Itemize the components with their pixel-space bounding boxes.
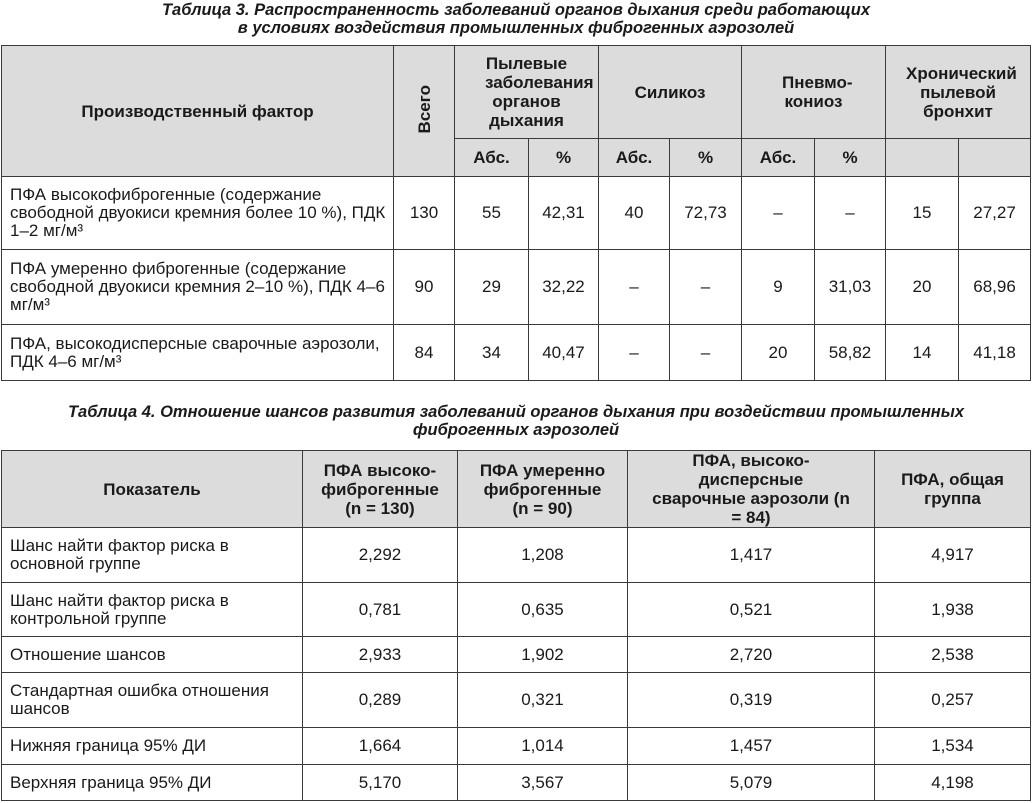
subheader-abs: Абс.: [742, 139, 815, 177]
cell-br-pct: 68,96: [959, 250, 1031, 325]
table3-caption-line1: Таблица 3. Распространенность заболеваний органов дыхания среди работающих: [161, 1, 871, 19]
header-dust-diseases: Пылевые заболевания органов дыхания: [455, 46, 599, 139]
cell-welding: 5,079: [628, 765, 875, 801]
cell-br-pct: 41,18: [959, 325, 1031, 381]
cell-overall: 4,198: [875, 765, 1031, 801]
cell-br-abs: 14: [886, 325, 959, 381]
cell-overall: 2,538: [875, 637, 1031, 673]
table-row: [2, 177, 1031, 250]
cell-welding: 1,417: [628, 528, 875, 583]
subheader-abs: Абс.: [455, 139, 529, 177]
table-row: [2, 637, 1031, 673]
row-indicator: Шанс найти фактор риска в контрольной группе: [2, 583, 303, 637]
row-indicator: Шанс найти фактор риска в основной группе: [2, 528, 303, 583]
cell-overall: 1,938: [875, 583, 1031, 637]
cell-high: 0,289: [303, 673, 458, 728]
cell-pn-pct: 31,03: [815, 250, 886, 325]
table-row: [2, 528, 1031, 583]
cell-pn-pct: 58,82: [815, 325, 886, 381]
cell-welding: 0,521: [628, 583, 875, 637]
cell-moderate: 1,208: [458, 528, 628, 583]
subheader-pct: %: [815, 139, 886, 177]
cell-sil-abs: 40: [599, 177, 670, 250]
cell-pn-abs: 9: [742, 250, 815, 325]
cell-high: 5,170: [303, 765, 458, 801]
table-row: [2, 583, 1031, 637]
header-welding: ПФА, высоко-дисперсные сварочные аэрозоли (n = 84): [628, 451, 875, 528]
cell-moderate: 1,014: [458, 728, 628, 765]
table3-caption-line2: в условиях воздействия промышленных фиброгенных аэрозолей: [237, 19, 795, 37]
table3-caption: [0, 1, 1032, 37]
header-factor: Производственный фактор: [2, 46, 394, 177]
cell-high: 0,781: [303, 583, 458, 637]
cell-total: 90: [394, 250, 455, 325]
subheader-pct: %: [529, 139, 599, 177]
header-total-text: Всего: [414, 84, 434, 134]
cell-pn-pct: –: [815, 177, 886, 250]
row-indicator: Стандартная ошибка отношения шансов: [2, 673, 303, 728]
header-high: ПФА высоко-фиброгенные (n = 130): [303, 451, 458, 528]
cell-dust-abs: 55: [455, 177, 529, 250]
header-moderate: ПФА умеренно фиброгенные (n = 90): [458, 451, 628, 528]
header-pneumoconiosis: Пневмо-кониоз: [742, 46, 886, 139]
cell-overall: 0,257: [875, 673, 1031, 728]
cell-dust-abs: 34: [455, 325, 529, 381]
table-row: [2, 325, 1031, 381]
table-row: [2, 728, 1031, 765]
cell-high: 2,933: [303, 637, 458, 673]
cell-welding: 2,720: [628, 637, 875, 673]
table4-caption-line2: фиброгенных аэрозолей: [412, 421, 620, 439]
cell-pn-abs: 20: [742, 325, 815, 381]
header-indicator: Показатель: [2, 451, 303, 528]
cell-high: 2,292: [303, 528, 458, 583]
row-factor: ПФА высокофиброгенные (содержание свободной двуокиси кремния более 10 %), ПДК 1–2 мг/м³: [2, 177, 394, 250]
table3: [1, 45, 1031, 381]
cell-moderate: 1,902: [458, 637, 628, 673]
header-total: [394, 46, 455, 177]
table-row: [2, 673, 1031, 728]
cell-overall: 1,534: [875, 728, 1031, 765]
cell-sil-abs: –: [599, 325, 670, 381]
table-row: [2, 250, 1031, 325]
row-indicator: Отношение шансов: [2, 637, 303, 673]
row-factor: ПФА умеренно фиброгенные (содержание свободной двуокиси кремния 2–10 %), ПДК 4–6 мг/м³: [2, 250, 394, 325]
subheader-abs: Абс.: [599, 139, 670, 177]
cell-moderate: 0,635: [458, 583, 628, 637]
cell-pn-abs: –: [742, 177, 815, 250]
table4: [1, 450, 1031, 801]
cell-overall: 4,917: [875, 528, 1031, 583]
table4-caption: [0, 403, 1032, 439]
cell-br-pct: 27,27: [959, 177, 1031, 250]
cell-total: 84: [394, 325, 455, 381]
header-overall: ПФА, общая группа: [875, 451, 1031, 528]
table4-caption-line1: Таблица 4. Отношение шансов развития заболеваний органов дыхания при воздействии промышленных: [67, 403, 965, 421]
subheader-empty: [959, 139, 1031, 177]
header-silicosis: Силикоз: [599, 46, 742, 139]
cell-dust-pct: 40,47: [529, 325, 599, 381]
cell-high: 1,664: [303, 728, 458, 765]
cell-sil-pct: –: [670, 325, 742, 381]
cell-welding: 1,457: [628, 728, 875, 765]
row-indicator: Верхняя граница 95% ДИ: [2, 765, 303, 801]
subheader-pct: %: [670, 139, 742, 177]
cell-dust-pct: 32,22: [529, 250, 599, 325]
header-bronchitis: Хронический пылевой бронхит: [886, 46, 1031, 139]
row-indicator: Нижняя граница 95% ДИ: [2, 728, 303, 765]
cell-sil-pct: 72,73: [670, 177, 742, 250]
cell-sil-pct: –: [670, 250, 742, 325]
cell-br-abs: 20: [886, 250, 959, 325]
row-factor: ПФА, высокодисперсные сварочные аэрозоли, ПДК 4–6 мг/м³: [2, 325, 394, 381]
cell-br-abs: 15: [886, 177, 959, 250]
cell-moderate: 3,567: [458, 765, 628, 801]
table-row: [2, 765, 1031, 801]
cell-moderate: 0,321: [458, 673, 628, 728]
subheader-empty: [886, 139, 959, 177]
cell-total: 130: [394, 177, 455, 250]
cell-sil-abs: –: [599, 250, 670, 325]
cell-dust-pct: 42,31: [529, 177, 599, 250]
cell-welding: 0,319: [628, 673, 875, 728]
cell-dust-abs: 29: [455, 250, 529, 325]
